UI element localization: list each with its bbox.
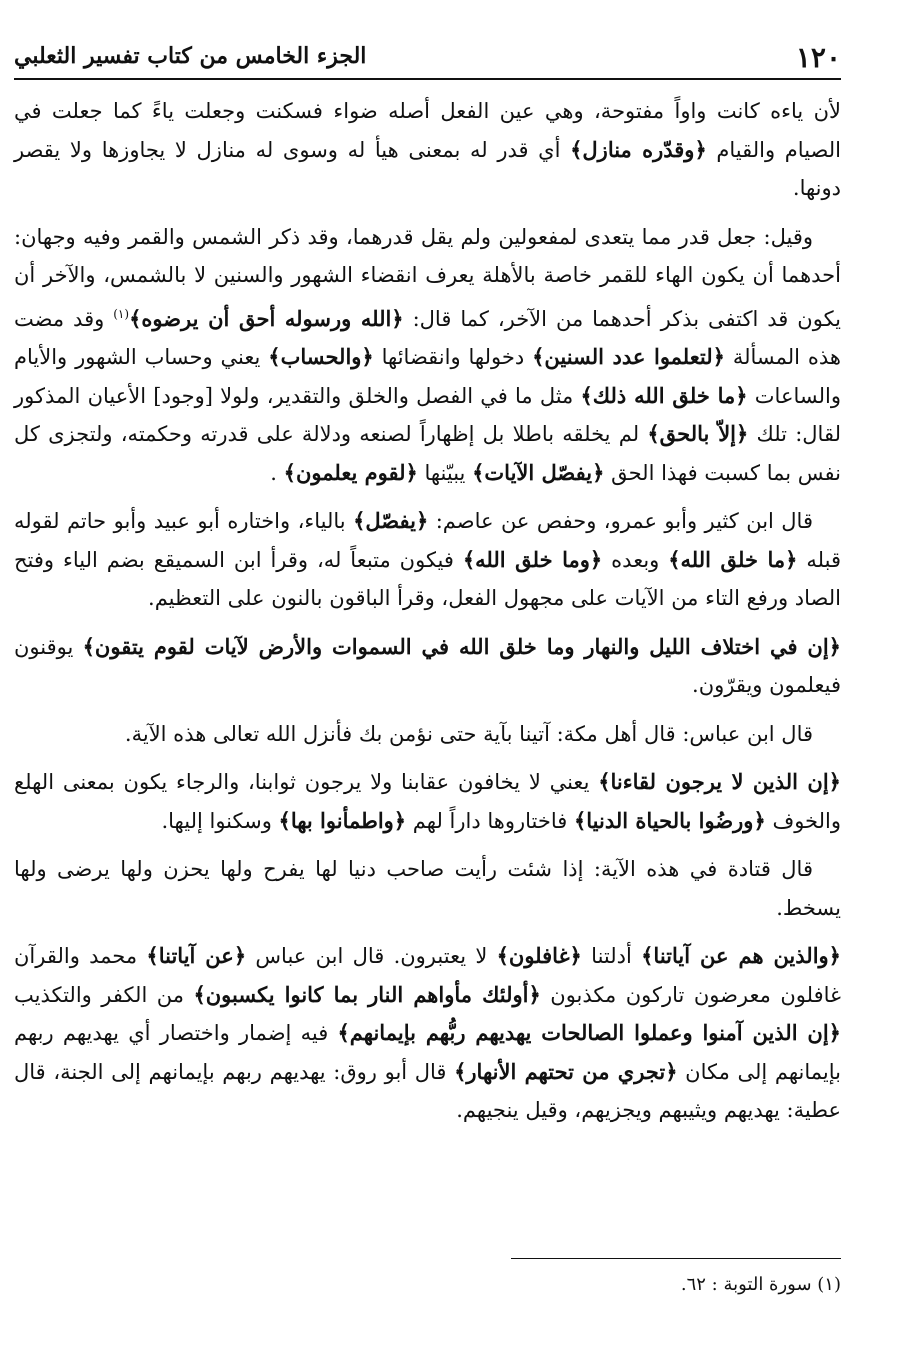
quran-quote: ﴿إن الذين لا يرجون لقاءنا﴾ <box>598 769 841 794</box>
text-run: قال ابن عباس: قال أهل مكة: آتينا بآية حتى نؤمن بك فأنزل الله تعالى هذه الآية. <box>124 721 813 746</box>
quran-quote: ﴿والحساب﴾ <box>268 344 374 369</box>
text-run: يبيّنها <box>417 460 473 485</box>
text-run: قال قتادة في هذه الآية: إذا شئت رأيت صاحب دنيا لها يفرح ولها يحزن ولها يرضى ولها يسخط. <box>14 857 841 920</box>
text-run: فاختاروها داراً لهم <box>406 808 574 833</box>
paragraph <box>14 92 841 208</box>
text-run: يعني لا يخافون عقابنا ولا يرجون ثوابنا، والرجاء يكون بمعنى الهلع والخوف <box>14 770 841 833</box>
paragraph <box>14 850 841 927</box>
text-run: وقد مضت هذه المسألة <box>14 306 841 369</box>
text-run: لم يخلقه باطلا بل إظهاراً لصنعه ودلالة على قدرته وحكمته، ولتجزى كل نفس بما كسبت فهذا الحق <box>14 422 841 485</box>
quran-quote: ﴿إلاّ بالحق﴾ <box>647 421 749 446</box>
text-run: فيه إضمار واختصار أي يهديهم ربهم بإيمانهم إلى مكان <box>14 1021 841 1084</box>
text-run: وقيل: جعل قدر مما يتعدى لمفعولين ولم يقل قدرهما، وقد ذكر الشمس والقمر وفيه وجهان: أحدهما أن يكون الهاء للقمر خاصة بالأهلة يعرف انقضاء الشهور والسنين لا بالشمس، والآخر أن يكون قد اكتفى بذكر أحدهما من الآخر، كما قال: <box>14 224 842 331</box>
quran-quote: ﴿ورضُوا بالحياة الدنيا﴾ <box>573 807 766 833</box>
paragraph <box>14 937 841 1130</box>
text-run: لا يعتبرون. قال ابن عباس <box>246 944 497 968</box>
quran-quote: ﴿لتعلموا عدد السنين﴾ <box>532 344 725 369</box>
text-run: أي قدر له بمعنى هيأ له وسوى له منازل لا يجاوزها ولا يقصر دونها. <box>14 137 841 200</box>
footnote-divider <box>511 1258 841 1259</box>
text-run: يوقنون فيعلمون ويقرّون. <box>14 634 841 697</box>
page-number: ١٢٠ <box>795 41 841 74</box>
text-run: لأن ياءه كانت واواً مفتوحة، وهي عين الفعل أصله ضواء فسكنت وجعلت ياءً كما جعلت في الصيام والقيام <box>14 99 841 162</box>
running-title: الجزء الخامس من كتاب تفسير الثعلبي <box>14 43 367 69</box>
text-run: أدلتنا <box>581 944 642 968</box>
quran-quote: ﴿وقدّره منازل﴾ <box>570 136 707 162</box>
text-run: مثل ما في الفصل والخلق والتقدير، ولولا [وجود] الأعيان المذكور لقال: تلك <box>14 383 841 446</box>
text-run: دخولها وانقضائها <box>373 345 533 369</box>
quran-quote: ﴿ما خلق الله ذلك﴾ <box>580 382 748 408</box>
quran-quote: ﴿يفصّل الآيات﴾ <box>472 459 605 485</box>
footnote: (١) سورة التوبة : ٦٢. <box>680 1274 841 1295</box>
quran-quote: ﴿وما خلق الله﴾ <box>462 546 603 572</box>
quran-quote: ﴿يفصّل﴾ <box>353 508 429 533</box>
paragraph <box>14 218 841 493</box>
quran-quote: ﴿والذين هم عن آياتنا﴾ <box>641 943 841 968</box>
body-text <box>14 92 841 1140</box>
quran-quote: ﴿الله ورسوله أحق أن يرضوه﴾ <box>129 305 404 331</box>
quran-quote: ﴿تجري من تحتهم الأنهار﴾ <box>454 1058 678 1084</box>
text-run: فيكون متبعاً له، وقرأ ابن السميقع بضم الياء وفتح الصاد ورفع التاء من الآيات على مجهول الفعل، وقرأ الباقون بالنون على التعظيم. <box>14 547 841 610</box>
quran-quote: ﴿عن آياتنا﴾ <box>146 943 247 968</box>
quran-quote: ﴿ما خلق الله﴾ <box>668 546 798 572</box>
page-header <box>14 34 841 80</box>
paragraph <box>14 715 841 754</box>
text-run: يعني وحساب الشهور والأيام والساعات <box>14 345 841 408</box>
text-run: من الكفر والتكذيب <box>14 982 194 1007</box>
quran-quote: ﴿أولئك مأواهم النار بما كانوا يكسبون﴾ <box>193 981 541 1007</box>
quran-quote: ﴿لقوم يعلمون﴾ <box>283 459 418 485</box>
text-run: بالياء، واختاره أبو عبيد وأبو حاتم لقوله قبله <box>14 509 842 572</box>
text-run: قال أبو روق: يهديهم ربهم بإيمانهم إلى الجنة، قال عطية: يهديهم ويثيبهم ويجزيهم، وقيل ينجيهم. <box>14 1059 841 1122</box>
quran-quote: ﴿واطمأنوا بها﴾ <box>278 807 407 833</box>
paragraph <box>14 502 841 618</box>
text-run: وسكنوا إليها. <box>161 808 279 833</box>
quran-quote: ﴿إن في اختلاف الليل والنهار وما خلق الله في السموات والأرض لآيات لقوم يتقون﴾ <box>82 633 841 659</box>
paragraph <box>14 763 841 840</box>
footnote-marker: (١) <box>113 306 130 321</box>
paragraph <box>14 628 841 705</box>
text-run: وبعده <box>602 547 669 572</box>
quran-quote: ﴿إن الذين آمنوا وعملوا الصالحات يهديهم ربُّهم بإيمانهم﴾ <box>337 1020 841 1045</box>
quran-quote: ﴿غافلون﴾ <box>496 943 582 968</box>
text-run: . <box>270 460 284 485</box>
text-run: قال ابن كثير وأبو عمرو، وحفص عن عاصم: <box>428 509 813 533</box>
text-run: محمد والقرآن غافلون معرضون تاركون مكذبون <box>14 944 841 1007</box>
